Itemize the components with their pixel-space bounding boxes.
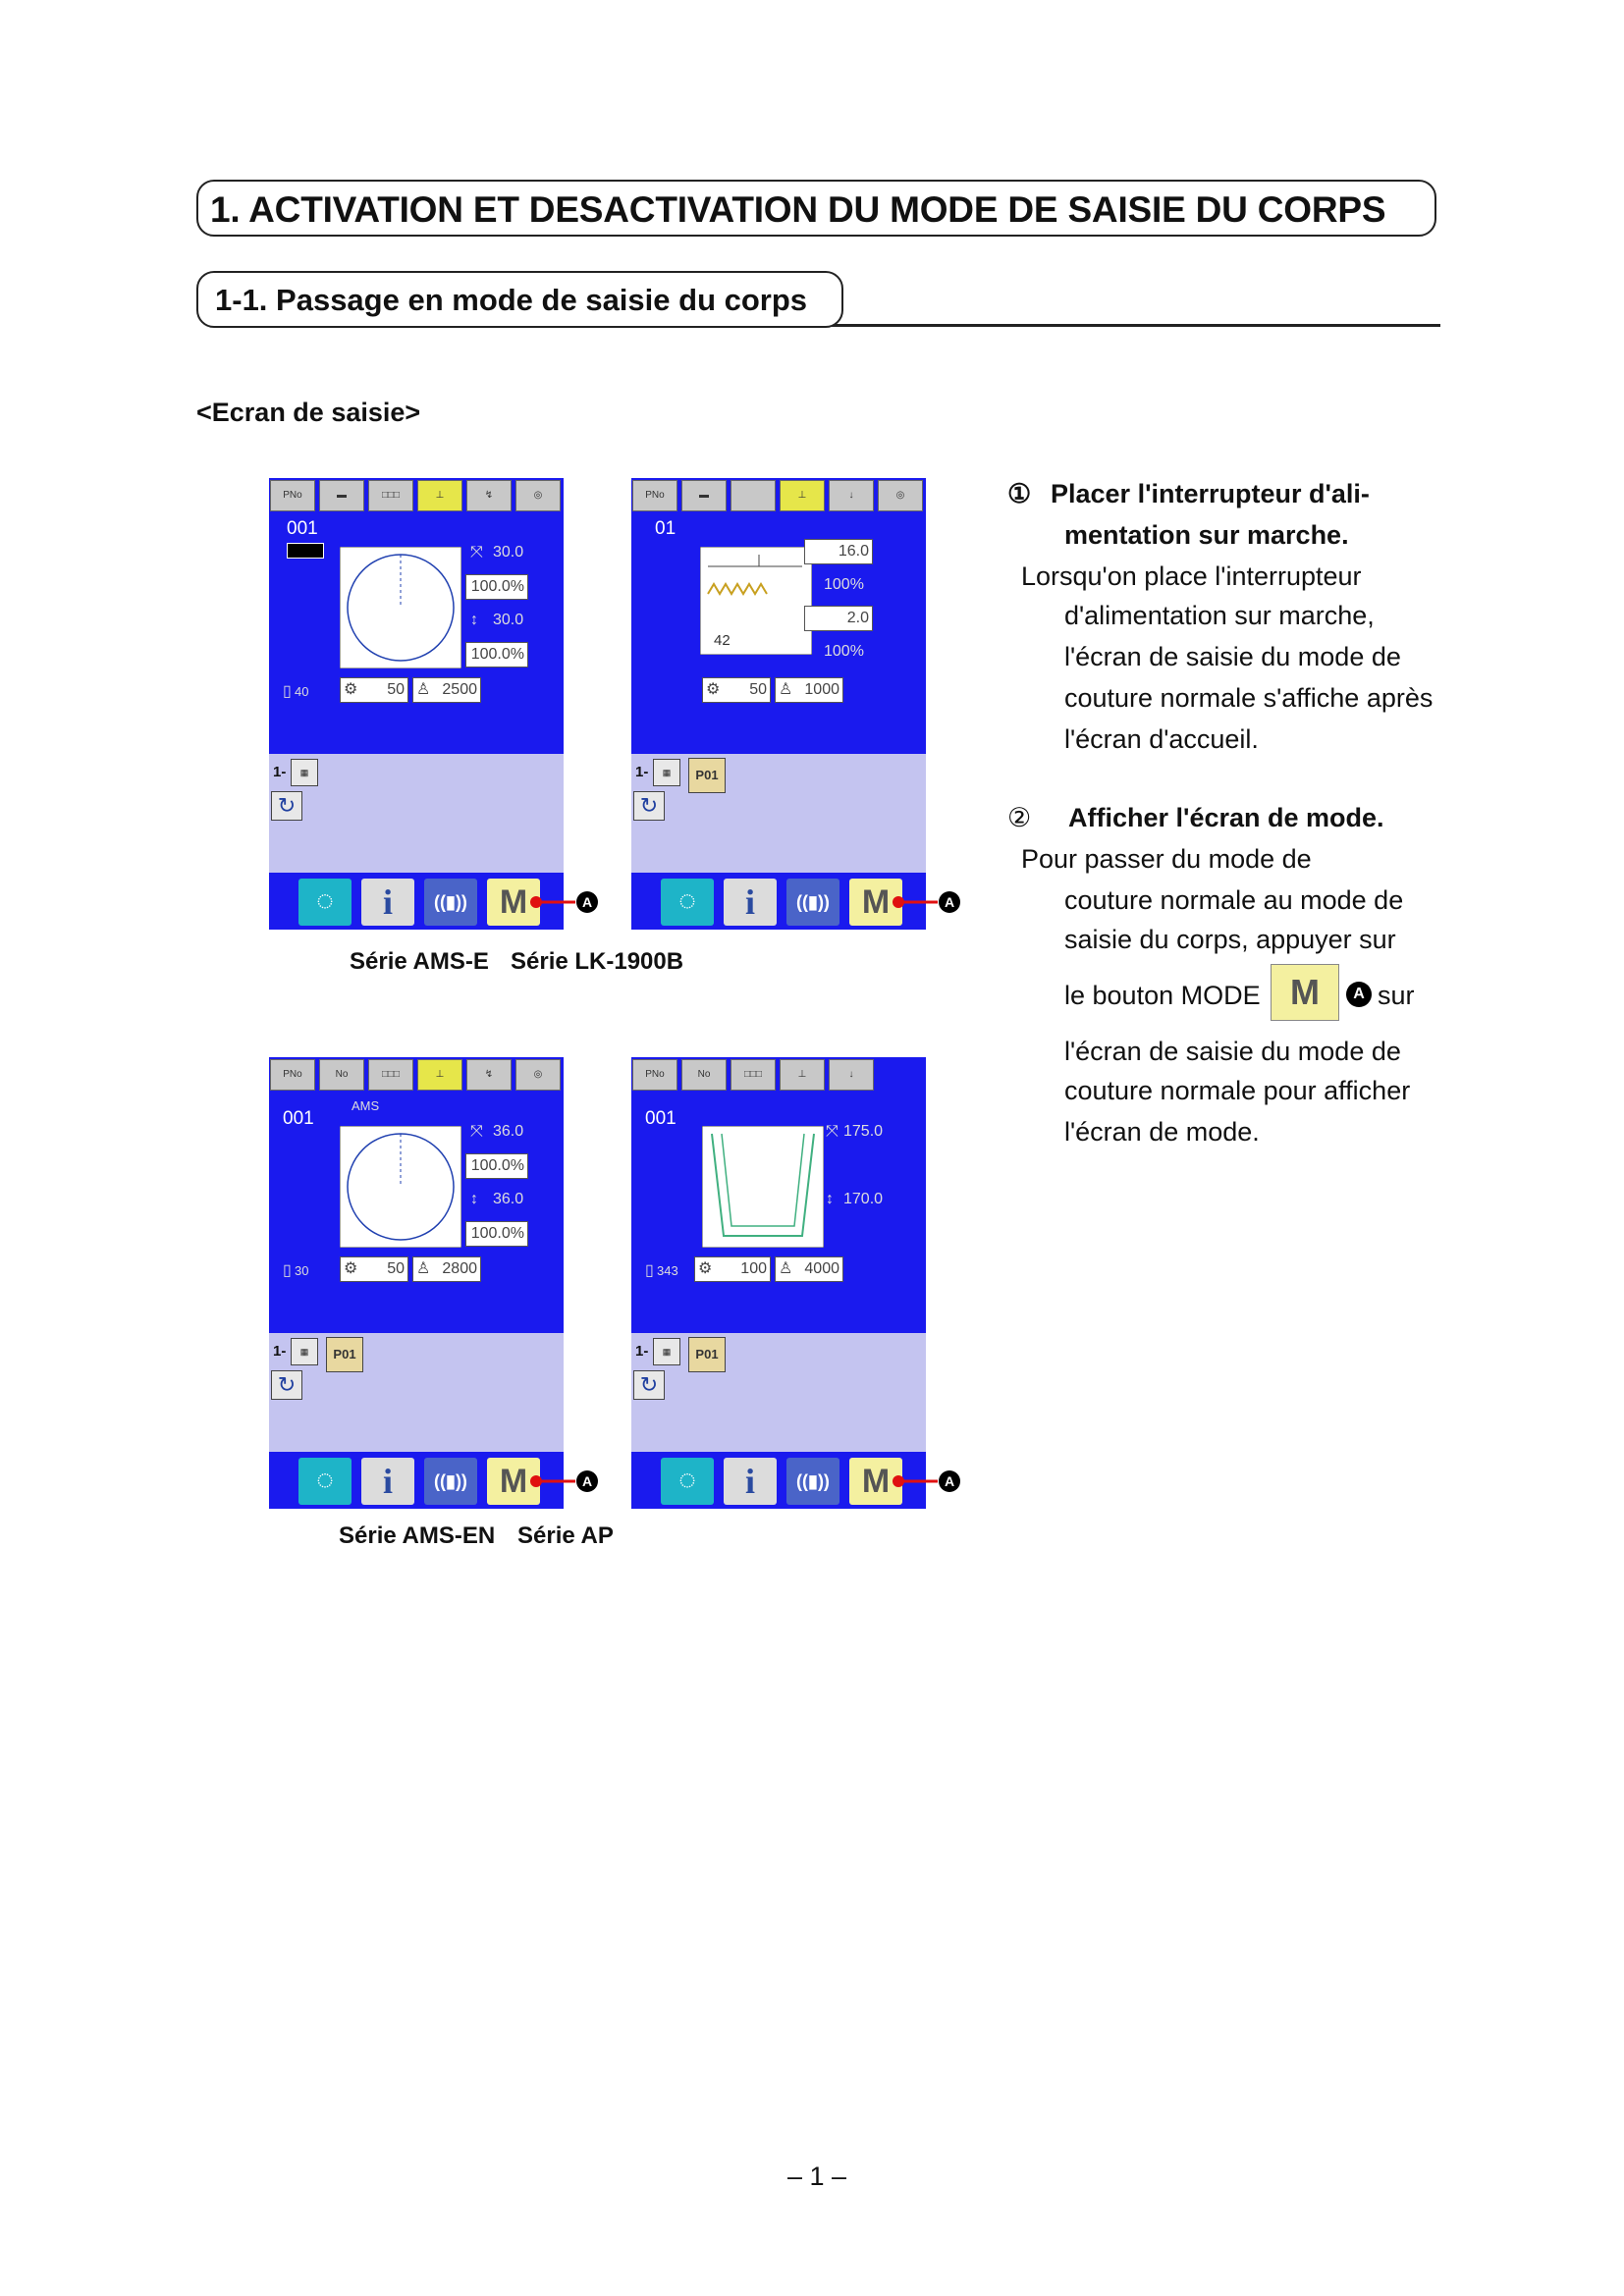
panel-display-area	[269, 478, 564, 754]
communication-button[interactable]: ((▮))	[786, 1458, 839, 1505]
counter-box[interactable]: ♙ 2500	[412, 677, 481, 703]
needle-icon: ▯	[283, 1262, 292, 1279]
speed-value: 50	[387, 681, 405, 698]
x-scale-icon: ⤧	[826, 1123, 839, 1140]
needle-value: 40	[295, 684, 309, 699]
ready-button[interactable]: ◌	[661, 1458, 714, 1505]
step-1-body-line: d'alimentation sur marche,	[1064, 601, 1375, 630]
counter-icon[interactable]: □□□	[731, 1059, 776, 1091]
x-percent: 100%	[824, 576, 864, 593]
panel-button-bar	[269, 1452, 564, 1509]
y-value: 170.0	[843, 1191, 884, 1207]
panel-button-bar	[631, 873, 926, 930]
x-length-value: 16.0	[838, 543, 869, 560]
pattern-no-icon[interactable]: PNo	[270, 1059, 315, 1091]
x-percent[interactable]: 100.0%	[465, 574, 528, 600]
panel-display-area	[631, 1057, 926, 1333]
step-1-body-line: l'écran de saisie du mode de	[1064, 642, 1401, 671]
y-scale-icon: ↕	[826, 1191, 834, 1207]
y-percent: 100%	[824, 643, 864, 660]
pattern-indicator	[287, 543, 324, 559]
info-button[interactable]: i	[724, 879, 777, 926]
counter-value: 2800	[442, 1260, 477, 1277]
y-value: 36.0	[493, 1191, 524, 1207]
panel-display-area	[269, 1057, 564, 1333]
pattern-no-icon[interactable]: PNo	[632, 1059, 677, 1091]
step-2-title: Afficher l'écran de mode.	[1068, 803, 1384, 832]
group-icon: ▦	[653, 759, 680, 786]
counter-box[interactable]: ♙ 2800	[412, 1256, 481, 1282]
presser-icon[interactable]: ⊥	[417, 1059, 462, 1091]
group-label: 1-	[635, 1343, 649, 1360]
needle-value: 42	[714, 632, 731, 649]
y-percent[interactable]: 100.0%	[465, 642, 528, 667]
communication-button[interactable]: ((▮))	[424, 1458, 477, 1505]
blank-icon[interactable]	[731, 480, 776, 511]
step-2-body-line: l'écran de mode.	[1064, 1117, 1260, 1147]
heading-1-box	[196, 180, 1436, 237]
step-1-body-line: couture normale s'affiche après	[1064, 683, 1434, 713]
x-value: 175.0	[843, 1123, 884, 1140]
pattern-preview	[340, 547, 461, 668]
x-value: 36.0	[493, 1123, 524, 1140]
needle-value: 30	[295, 1263, 309, 1278]
page-number: – 1 –	[787, 2162, 847, 2191]
p01-button[interactable]: P01	[688, 758, 726, 793]
y-length-value: 2.0	[846, 610, 869, 626]
refresh-button[interactable]: ↻	[271, 1370, 302, 1400]
needle-icon: ▯	[645, 1262, 654, 1279]
x-scale-icon: ⤧	[470, 544, 483, 561]
inline-mode-button: M	[1271, 964, 1339, 1021]
panel-lower-area	[269, 1333, 564, 1452]
pattern-number: 001	[283, 1108, 314, 1129]
panel-ams-en	[269, 1057, 593, 1509]
info-button[interactable]: i	[361, 879, 414, 926]
inline-marker-a: A	[1346, 982, 1372, 1007]
mode-button[interactable]: M	[849, 879, 902, 926]
caption-ap: Série AP	[517, 1522, 614, 1549]
presser-icon[interactable]: ⊥	[780, 480, 825, 511]
marker-a	[893, 1462, 961, 1501]
marker-a	[530, 882, 599, 922]
pattern-number: 01	[655, 518, 677, 539]
group-label: 1-	[273, 1343, 287, 1360]
feed-icon[interactable]: ↓	[829, 480, 874, 511]
panel-lower-area	[269, 754, 564, 873]
speed-box[interactable]: ⚙ 100	[694, 1256, 771, 1282]
pattern-no-icon[interactable]: PNo	[632, 480, 677, 511]
group-label: 1-	[273, 764, 287, 780]
group-icon: ▦	[291, 1338, 318, 1365]
marker-letter: A	[944, 1473, 955, 1489]
ready-button[interactable]: ◌	[298, 1458, 352, 1505]
step-1-title-line-2: mentation sur marche.	[1064, 520, 1349, 550]
counter-icon[interactable]: □□□	[368, 1059, 413, 1091]
group-label: 1-	[635, 764, 649, 780]
pattern-number: 001	[645, 1108, 677, 1129]
step-2-body-line: couture normale pour afficher	[1064, 1076, 1411, 1105]
p01-button[interactable]: P01	[688, 1337, 726, 1372]
x-scale-icon: ⤧	[470, 1123, 483, 1140]
counter-value: 1000	[804, 681, 839, 698]
y-length-box[interactable]	[804, 606, 873, 631]
panel-lower-area	[631, 1333, 926, 1452]
ready-button[interactable]: ◌	[661, 879, 714, 926]
caption-ams-en: Série AMS-EN	[339, 1522, 496, 1549]
speed-box[interactable]: ⚙ 50	[340, 1256, 408, 1282]
panel-ap	[631, 1057, 955, 1509]
step-1-body-line: l'écran d'accueil.	[1064, 724, 1259, 754]
x-length-box[interactable]	[804, 539, 873, 564]
presser-icon[interactable]: ⊥	[780, 1059, 825, 1091]
caption-lk-1900b: Série LK-1900B	[511, 948, 684, 975]
step-2-body-line: couture normale au mode de	[1064, 885, 1404, 915]
no-edit-icon[interactable]: No	[319, 1059, 364, 1091]
step-2-body-line: Pour passer du mode de	[1021, 844, 1312, 874]
step-2-inline-text: le bouton MODE	[1064, 981, 1261, 1010]
presser-icon[interactable]: ⊥	[417, 480, 462, 511]
mode-button[interactable]: M	[487, 1458, 540, 1505]
communication-button[interactable]: ((▮))	[424, 879, 477, 926]
refresh-button[interactable]: ↻	[633, 791, 665, 821]
info-button[interactable]: i	[361, 1458, 414, 1505]
x-percent[interactable]: 100.0%	[465, 1153, 528, 1179]
step-1-body-line: Lorsqu'on place l'interrupteur	[1021, 561, 1362, 591]
step-2-inline-after: sur	[1378, 981, 1415, 1010]
communication-button[interactable]: ((▮))	[786, 879, 839, 926]
bobbin-icon[interactable]: ◎	[878, 480, 923, 511]
group-icon: ▦	[291, 759, 318, 786]
refresh-button[interactable]: ↻	[633, 1370, 665, 1400]
y-scale-icon: ↕	[470, 612, 478, 628]
panel-ams-e	[269, 478, 593, 930]
caption-ams-e: Série AMS-E	[350, 948, 489, 975]
mode-button[interactable]: M	[849, 1458, 902, 1505]
panel-display-area	[631, 478, 926, 754]
marker-letter: A	[581, 1473, 593, 1489]
y-scale-icon: ↕	[470, 1191, 478, 1207]
y-value: 30.0	[493, 612, 524, 628]
pattern-number: 001	[287, 518, 318, 539]
ready-button[interactable]: ◌	[298, 879, 352, 926]
feed-icon[interactable]: ↓	[829, 1059, 874, 1091]
needle-icon: ▯	[283, 683, 292, 700]
counter-value: 2500	[442, 681, 477, 698]
marker-a	[530, 1462, 599, 1501]
heading-2: 1-1. Passage en mode de saisie du corps	[215, 283, 808, 317]
marker-a	[893, 882, 961, 922]
group-icon: ▦	[653, 1338, 680, 1365]
bobbin-icon[interactable]: ◎	[515, 480, 561, 511]
winder-icon[interactable]: ↯	[466, 480, 512, 511]
speed-box[interactable]: ⚙ 50	[702, 677, 771, 703]
thread-icon[interactable]: ▬	[319, 480, 364, 511]
needle-value: 343	[657, 1263, 678, 1278]
step-2-number: ②	[1007, 803, 1032, 832]
panel-button-bar	[631, 1452, 926, 1509]
thread-icon[interactable]: ▬	[681, 480, 727, 511]
heading-2-box	[196, 271, 843, 328]
winder-icon[interactable]: ↯	[466, 1059, 512, 1091]
pattern-no-icon[interactable]: PNo	[270, 480, 315, 511]
y-percent[interactable]: 100.0%	[465, 1221, 528, 1247]
counter-box[interactable]: ♙ 1000	[775, 677, 843, 703]
counter-icon[interactable]: □□□	[368, 480, 413, 511]
panel-lower-area	[631, 754, 926, 873]
marker-letter: A	[944, 894, 955, 910]
screen-label: <Ecran de saisie>	[196, 398, 421, 427]
bobbin-icon[interactable]: ◎	[515, 1059, 561, 1091]
panel-lk-1900b	[631, 478, 955, 930]
speed-value: 50	[749, 681, 767, 698]
heading-2-rule	[830, 324, 1440, 327]
counter-value: 4000	[804, 1260, 839, 1277]
step-2-body-line: saisie du corps, appuyer sur	[1064, 925, 1396, 954]
speed-value: 50	[387, 1260, 405, 1277]
info-button[interactable]: i	[724, 1458, 777, 1505]
pattern-preview	[340, 1126, 461, 1248]
sub-label: AMS	[352, 1098, 380, 1113]
step-1-number: ①	[1007, 479, 1032, 508]
refresh-button[interactable]: ↻	[271, 791, 302, 821]
marker-letter: A	[581, 894, 593, 910]
panel-button-bar	[269, 873, 564, 930]
p01-button[interactable]: P01	[326, 1337, 363, 1372]
step-1-title-line-1: Placer l'interrupteur d'ali-	[1051, 479, 1370, 508]
counter-box[interactable]: ♙ 4000	[775, 1256, 843, 1282]
speed-value: 100	[740, 1260, 767, 1277]
x-value: 30.0	[493, 544, 524, 561]
step-2-body-line: l'écran de saisie du mode de	[1064, 1037, 1401, 1066]
mode-button[interactable]: M	[487, 879, 540, 926]
pattern-preview	[702, 1126, 824, 1248]
no-edit-icon[interactable]: No	[681, 1059, 727, 1091]
speed-box[interactable]: ⚙ 50	[340, 677, 408, 703]
heading-1: 1. ACTIVATION ET DESACTIVATION DU MODE DE SAISIE DU CORPS	[210, 189, 1386, 230]
